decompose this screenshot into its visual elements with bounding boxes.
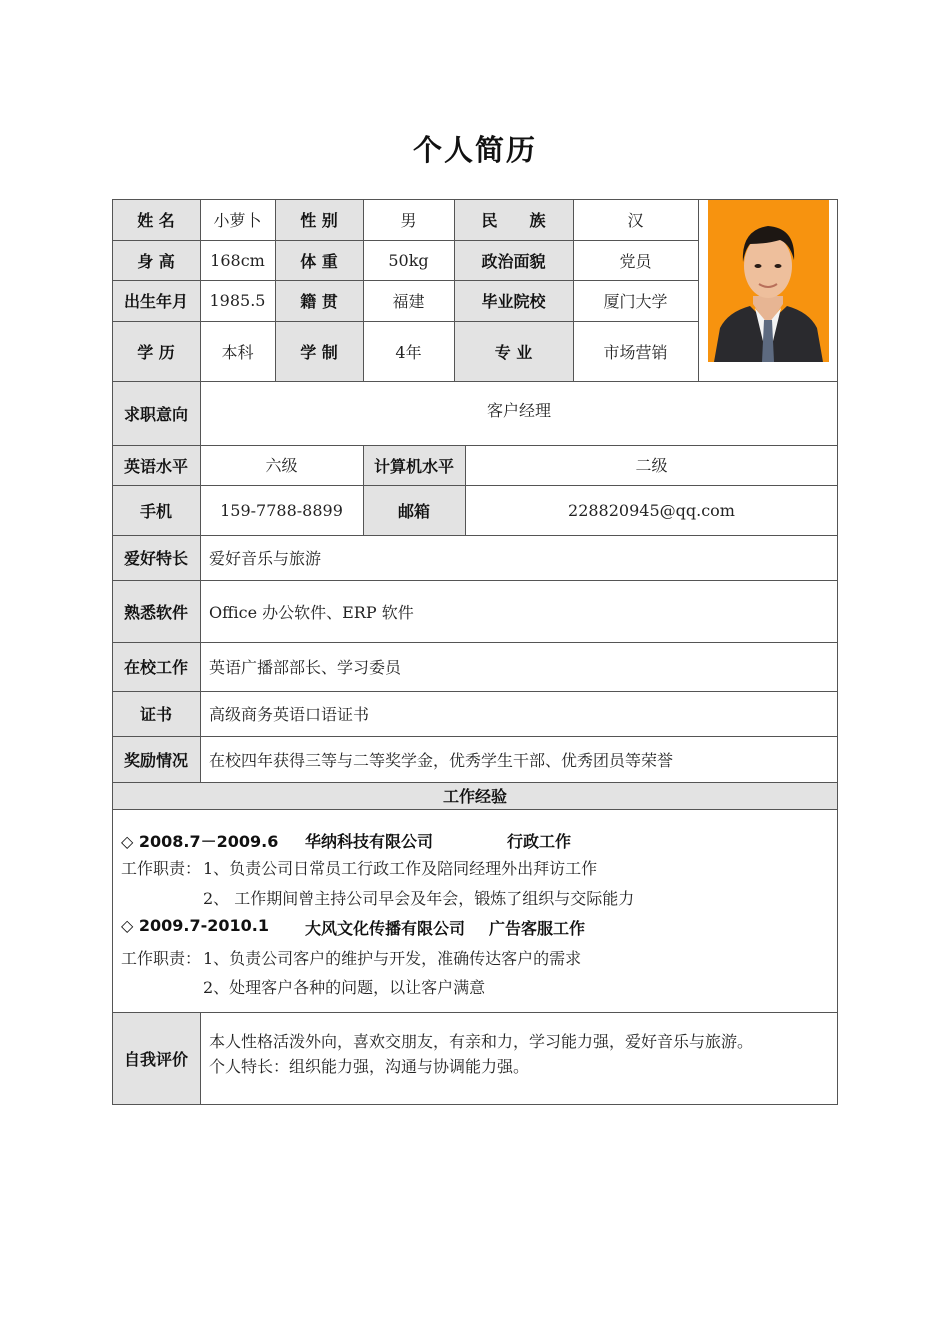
vline	[454, 199, 455, 381]
hline	[112, 535, 838, 536]
self-eval-line-1: 本人性格活泼外向，喜欢交朋友，有亲和力，学习能力强，爱好音乐与旅游。	[209, 1032, 754, 1051]
award-value: 在校四年获得三等与二等奖学金，优秀学生干部、优秀团员等荣誉	[209, 750, 674, 770]
computer-label: 计算机水平	[363, 445, 465, 485]
height-label: 身 高	[112, 240, 200, 280]
resume-table	[112, 199, 838, 1105]
political-label: 政治面貌	[454, 240, 573, 280]
ethnic-value: 汉	[627, 211, 644, 230]
job-2-duty-1: 1、负责公司客户的维护与开发，准确传达客户的需求	[203, 949, 582, 968]
english-label: 英语水平	[112, 445, 200, 485]
ethnic-label: 民 族	[454, 199, 573, 240]
hobby-label: 爱好特长	[112, 535, 200, 580]
school-label: 毕业院校	[454, 280, 573, 321]
self-eval-line-2: 个人特长：组织能力强，沟通与协调能力强。	[209, 1057, 530, 1076]
job-1-duty-1: 1、负责公司日常员工行政工作及陪同经理外出拜访工作	[203, 859, 598, 878]
job-1-period: ◇ 2008.7－2009.6	[121, 832, 279, 851]
job-2-period: ◇ 2009.7-2010.1	[121, 916, 269, 935]
school-value: 厦门大学	[603, 292, 668, 311]
campus-value: 英语广播部部长、学习委员	[209, 658, 402, 677]
hline	[112, 485, 838, 486]
award-label: 奖励情况	[112, 736, 200, 782]
gender-label: 性 别	[275, 199, 363, 240]
hline	[112, 691, 838, 692]
profile-photo	[708, 200, 829, 362]
job-1-position: 行政工作	[507, 832, 572, 851]
vline	[200, 199, 201, 782]
major-value: 市场营销	[603, 342, 668, 362]
phone-value: 159-7788-8899	[220, 500, 343, 520]
campus-label: 在校工作	[112, 642, 200, 691]
job-1-duty-2: 2、 工作期间曾主持公司早会及年会，锻炼了组织与交际能力	[203, 889, 635, 908]
work-header: 工作经验	[112, 782, 838, 809]
intent-label: 求职意向	[112, 381, 200, 445]
job-2-duty-prefix: 工作职责：	[121, 949, 202, 968]
edu-value: 本科	[221, 342, 254, 362]
hline	[112, 1012, 838, 1013]
duration-label: 学 制	[275, 321, 363, 381]
portrait-icon	[708, 200, 829, 362]
origin-label: 籍 贯	[275, 280, 363, 321]
vline	[200, 1012, 201, 1105]
job-1-duty-prefix: 工作职责：	[121, 859, 202, 878]
hline	[112, 381, 838, 382]
name-value: 小萝卜	[213, 211, 262, 230]
political-value: 党员	[619, 251, 652, 271]
job-2-company: 大风文化传播有限公司	[305, 919, 466, 938]
hline	[112, 445, 838, 446]
phone-label: 手机	[112, 485, 200, 535]
hobby-value: 爱好音乐与旅游	[209, 549, 322, 568]
weight-label: 体 重	[275, 240, 363, 280]
software-value: Office 办公软件、ERP 软件	[209, 602, 414, 622]
weight-value: 50kg	[388, 250, 429, 270]
english-value: 六级	[265, 455, 298, 475]
hline	[112, 809, 838, 810]
job-2-duty-2: 2、处理客户各种的问题，以让客户满意	[203, 978, 486, 997]
work-experience	[112, 809, 838, 1012]
job-1-company: 华纳科技有限公司	[305, 832, 434, 851]
height-value: 168cm	[210, 250, 265, 270]
border-right	[837, 199, 838, 1105]
birth-value: 1985.5	[209, 291, 266, 310]
birth-label: 出生年月	[112, 280, 200, 321]
intent-value: 客户经理	[486, 400, 551, 420]
cert-value: 高级商务英语口语证书	[209, 705, 370, 724]
vline	[698, 199, 699, 381]
job-2-position: 广告客服工作	[489, 919, 586, 938]
hline	[112, 580, 838, 581]
page-title: 个人简历	[412, 133, 537, 167]
name-label: 姓 名	[112, 199, 200, 240]
self-eval-text	[209, 1029, 753, 1079]
origin-value: 福建	[392, 292, 425, 311]
vline	[363, 199, 364, 381]
hline	[112, 782, 838, 783]
vline	[573, 199, 574, 381]
duration-value: 4年	[395, 342, 422, 362]
email-label: 邮箱	[363, 485, 465, 535]
email-value: 228820945@qq.com	[568, 500, 735, 520]
border-bottom	[112, 1104, 838, 1105]
vline	[465, 445, 466, 535]
edu-label: 学 历	[112, 321, 200, 381]
computer-value: 二级	[635, 455, 668, 475]
border-left	[112, 199, 113, 1105]
vline	[363, 445, 364, 535]
vline	[275, 199, 276, 381]
software-label: 熟悉软件	[112, 580, 200, 642]
gender-value: 男	[400, 211, 417, 230]
border-top	[112, 199, 838, 200]
self-eval-label: 自我评价	[112, 1012, 200, 1105]
hline	[112, 642, 838, 643]
cert-label: 证书	[112, 691, 200, 736]
hline	[112, 736, 838, 737]
major-label: 专 业	[454, 321, 573, 381]
